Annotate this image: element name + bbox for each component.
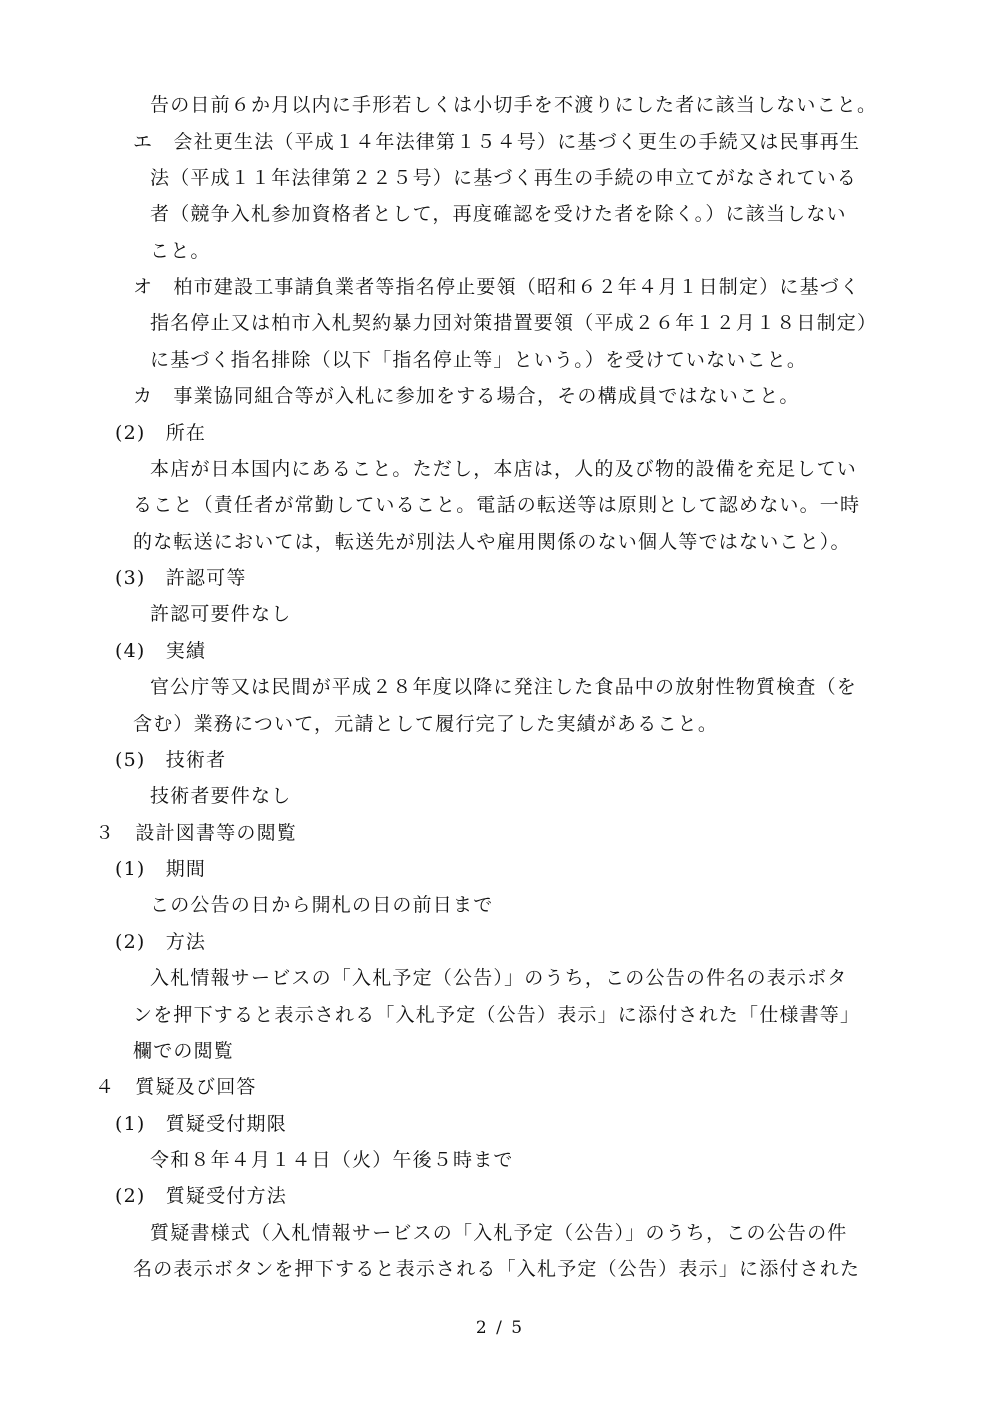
text-line: 含む）業務について，元請として履行完了した実績があること。 [133,713,719,735]
subsection-heading: (3) 許認可等 [115,567,247,589]
subsection-heading: (1) 質疑受付期限 [115,1113,287,1135]
text-line: 許認可要件なし [150,603,292,625]
text-line: 令和８年４月１４日（火）午後５時まで [150,1149,514,1171]
text-line: カ 事業協同組合等が入札に参加をする場合，その構成員ではないこと。 [133,385,800,407]
text-line: 者（競争入札参加資格者として，再度確認を受けた者を除く。）に該当しない [150,203,847,225]
text-line: エ 会社更生法（平成１４年法律第１５４号）に基づく更生の手続又は民事再生 [133,131,861,153]
text-line: 告の日前６か月以内に手形若しくは小切手を不渡りにした者に該当しないこと。 [150,94,878,116]
text-line: ンを押下すると表示される「入札予定（公告）表示」に添付された「仕様書等」 [133,1004,861,1026]
section-heading: ３ 設計図書等の閲覧 [95,822,298,844]
text-line: 入札情報サービスの「入札予定（公告）」のうち，この公告の件名の表示ボタ [150,967,848,989]
text-line: 技術者要件なし [150,785,292,807]
text-line: こと。 [150,240,211,262]
text-line: 本店が日本国内にあること。ただし，本店は，人的及び物的設備を充足してい [150,458,858,480]
subsection-heading: (5) 技術者 [115,749,227,771]
subsection-heading: (4) 実績 [115,640,207,662]
subsection-heading: (2) 方法 [115,931,207,953]
page-number: 2 / 5 [475,1318,525,1338]
subsection-heading: (2) 質疑受付方法 [115,1185,287,1207]
text-line: ること（責任者が常勤していること。電話の転送等は原則として認めない。一時 [133,494,861,516]
text-line: 欄での閲覧 [133,1040,235,1062]
text-line: 法（平成１１年法律第２２５号）に基づく再生の手続の申立てがなされている [150,167,858,189]
text-line: 質疑書様式（入札情報サービスの「入札予定（公告）」のうち，この公告の件 [150,1222,848,1244]
text-line: 的な転送においては，転送先が別法人や雇用関係のない個人等ではないこと）。 [133,531,851,553]
subsection-heading: (2) 所在 [115,422,207,444]
text-line: 名の表示ボタンを押下すると表示される「入札予定（公告）表示」に添付された [133,1258,861,1280]
text-line: オ 柏市建設工事請負業者等指名停止要領（昭和６２年４月１日制定）に基づく [133,276,861,298]
section-heading: ４ 質疑及び回答 [95,1076,257,1098]
text-line: に基づく指名排除（以下「指名停止等」という。）を受けていないこと。 [150,349,808,371]
text-line: 指名停止又は柏市入札契約暴力団対策措置要領（平成２６年１２月１８日制定） [150,312,878,334]
subsection-heading: (1) 期間 [115,858,207,880]
text-line: 官公庁等又は民間が平成２８年度以降に発注した食品中の放射性物質検査（を [150,676,858,698]
text-line: この公告の日から開札の日の前日まで [150,894,494,916]
